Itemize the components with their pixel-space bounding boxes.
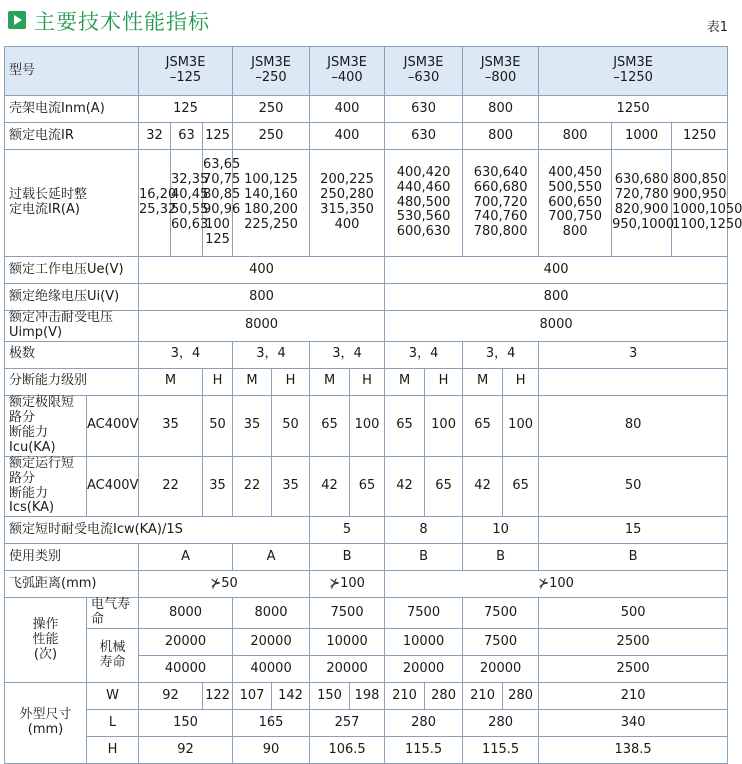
row-label: 额定绝缘电压Ui(V) [5, 284, 139, 311]
cell: 100 [425, 395, 463, 456]
cell: B [463, 544, 539, 571]
model-630: JSM3E –630 [385, 47, 463, 96]
cell: 65 [350, 456, 385, 517]
row-label: 电气寿命 [87, 598, 139, 629]
table-row [5, 284, 728, 311]
cell: A [139, 544, 233, 571]
cell: 115.5 [385, 737, 463, 764]
cell: 7500 [310, 598, 385, 629]
cell: M [139, 368, 203, 395]
cell: 22 [233, 456, 272, 517]
cell: 50 [539, 456, 728, 517]
table-row [5, 737, 728, 764]
cell: 3，4 [463, 341, 539, 368]
cell: 400,420 440,460 480,500 530,560 600,630 [385, 150, 463, 257]
row-label: 额定冲击耐受电压Uimp(V) [5, 311, 139, 342]
row-label: 额定电流IR [5, 123, 139, 150]
row-label: 壳架电流Inm(A) [5, 96, 139, 123]
cell: 100,125 140,160 180,200 225,250 [233, 150, 310, 257]
play-icon [8, 11, 26, 29]
cell: 65 [385, 395, 425, 456]
cell: 20000 [463, 656, 539, 683]
row-label: 操作 性能 (次) [5, 598, 87, 683]
cell: ⊁50 [139, 571, 310, 598]
cell: 42 [385, 456, 425, 517]
cell: 20000 [385, 656, 463, 683]
cell: B [539, 544, 728, 571]
cell: 40000 [233, 656, 310, 683]
cell: 400 [310, 96, 385, 123]
table-row [5, 96, 728, 123]
table-row [5, 456, 728, 517]
cell: 92 [139, 737, 233, 764]
cell: 800 [539, 123, 612, 150]
cell: 35 [203, 456, 233, 517]
cell: 1250 [672, 123, 728, 150]
cell: 32,35 40,45 50,55 60,63 [171, 150, 203, 257]
cell: 800 [463, 96, 539, 123]
table-row [5, 123, 728, 150]
cell: 42 [463, 456, 503, 517]
table-row [5, 47, 728, 96]
table-row [5, 341, 728, 368]
table-row [5, 629, 728, 656]
cell: 107 [233, 683, 272, 710]
table-row [5, 683, 728, 710]
model-1250: JSM3E –1250 [539, 47, 728, 96]
table-row [5, 710, 728, 737]
cell: H [350, 368, 385, 395]
table-row [5, 544, 728, 571]
cell: 32 [139, 123, 171, 150]
cell: 42 [310, 456, 350, 517]
cell: 63 [171, 123, 203, 150]
cell: 8000 [233, 598, 310, 629]
cell: 8000 [385, 311, 728, 342]
cell: 630,680 720,780 820,900 950,1000 [612, 150, 672, 257]
row-label: 极数 [5, 341, 139, 368]
model-125: JSM3E –125 [139, 47, 233, 96]
cell: 800 [463, 123, 539, 150]
cell [539, 368, 728, 395]
cell: 280 [385, 710, 463, 737]
model-800: JSM3E –800 [463, 47, 539, 96]
table-row [5, 257, 728, 284]
cell: 10000 [385, 629, 463, 656]
cell: M [310, 368, 350, 395]
cell: 35 [272, 456, 310, 517]
cell: 115.5 [463, 737, 539, 764]
cell: 630,640 660,680 700,720 740,760 780,800 [463, 150, 539, 257]
cell: 630 [385, 96, 463, 123]
cell: 90 [233, 737, 310, 764]
cell: 63,65 70,75 80,85 90,96 100 125 [203, 150, 233, 257]
cell: M [385, 368, 425, 395]
cell: H [425, 368, 463, 395]
cell: 150 [310, 683, 350, 710]
cell: A [233, 544, 310, 571]
model-400: JSM3E –400 [310, 47, 385, 96]
cell: 7500 [385, 598, 463, 629]
cell: 8000 [139, 598, 233, 629]
page-title: 主要技术性能指标 [34, 10, 210, 34]
dim-label: W [87, 683, 139, 710]
cell: 138.5 [539, 737, 728, 764]
cell: 250 [233, 123, 310, 150]
cell: 500 [539, 598, 728, 629]
table-number: 表1 [706, 20, 728, 35]
cell: 3，4 [310, 341, 385, 368]
cell: 198 [350, 683, 385, 710]
table-row [5, 517, 728, 544]
cell: M [463, 368, 503, 395]
table-row [5, 311, 728, 342]
cell: 210 [539, 683, 728, 710]
table-row [5, 598, 728, 629]
dim-label: H [87, 737, 139, 764]
cell: 3，4 [233, 341, 310, 368]
cell: 80 [539, 395, 728, 456]
row-label: 使用类别 [5, 544, 139, 571]
cell: 210 [463, 683, 503, 710]
voltage-label: AC400V [87, 456, 139, 517]
model-250: JSM3E –250 [233, 47, 310, 96]
dim-label: L [87, 710, 139, 737]
cell: 1000 [612, 123, 672, 150]
cell: 100 [350, 395, 385, 456]
cell: 800 [385, 284, 728, 311]
cell: 400 [139, 257, 385, 284]
cell: 210 [385, 683, 425, 710]
cell: 800 [139, 284, 385, 311]
cell: 50 [203, 395, 233, 456]
cell: ⊁100 [385, 571, 728, 598]
cell: 10000 [310, 629, 385, 656]
row-label: 额定短时耐受电流Icw(KA)/1S [5, 517, 310, 544]
cell: 7500 [463, 598, 539, 629]
cell: 630 [385, 123, 463, 150]
cell: 200,225 250,280 315,350 400 [310, 150, 385, 257]
cell: 2500 [539, 656, 728, 683]
cell: 1250 [539, 96, 728, 123]
cell: 65 [503, 456, 539, 517]
cell: 5 [310, 517, 385, 544]
cell: 122 [203, 683, 233, 710]
cell: 15 [539, 517, 728, 544]
cell: 165 [233, 710, 310, 737]
row-label: 额定运行短路分 断能力Ics(KA) [5, 456, 87, 517]
cell: 142 [272, 683, 310, 710]
cell: H [272, 368, 310, 395]
cell: 3，4 [139, 341, 233, 368]
cell: 20000 [139, 629, 233, 656]
spec-table [4, 46, 742, 764]
row-label: 过载长延时整 定电流IR(A) [5, 150, 139, 257]
model-label: 型号 [5, 47, 139, 96]
cell: 3 [539, 341, 728, 368]
row-label: 额定极限短路分 断能力Icu(KA) [5, 395, 87, 456]
cell: 22 [139, 456, 203, 517]
row-label: 分断能力级别 [5, 368, 139, 395]
cell: 400 [310, 123, 385, 150]
cell: 280 [463, 710, 539, 737]
cell: H [503, 368, 539, 395]
cell: 65 [425, 456, 463, 517]
cell: 125 [139, 96, 233, 123]
cell: 280 [503, 683, 539, 710]
cell: B [385, 544, 463, 571]
cell: 3，4 [385, 341, 463, 368]
cell: ⊁100 [310, 571, 385, 598]
cell: 106.5 [310, 737, 385, 764]
cell: 92 [139, 683, 203, 710]
table-row [5, 571, 728, 598]
cell: 257 [310, 710, 385, 737]
cell: 340 [539, 710, 728, 737]
voltage-label: AC400V [87, 395, 139, 456]
row-label: 机械 寿命 [87, 629, 139, 683]
cell: 8 [385, 517, 463, 544]
row-label: 外型尺寸 (mm) [5, 683, 87, 764]
cell: 35 [233, 395, 272, 456]
cell: 800,850 900,950 1000,1050 1100,1250 [672, 150, 728, 257]
cell: 10 [463, 517, 539, 544]
cell: 125 [203, 123, 233, 150]
cell: 280 [425, 683, 463, 710]
cell: H [203, 368, 233, 395]
cell: 100 [503, 395, 539, 456]
table-row [5, 150, 728, 257]
cell: 7500 [463, 629, 539, 656]
cell: 250 [233, 96, 310, 123]
cell: 65 [310, 395, 350, 456]
cell: B [310, 544, 385, 571]
row-label: 飞弧距离(mm) [5, 571, 139, 598]
row-label: 额定工作电压Ue(V) [5, 257, 139, 284]
cell: 2500 [539, 629, 728, 656]
cell: 8000 [139, 311, 385, 342]
cell: 20000 [233, 629, 310, 656]
cell: 400 [385, 257, 728, 284]
cell: 50 [272, 395, 310, 456]
cell: 16,20 25,32 [139, 150, 171, 257]
table-row [5, 368, 728, 395]
cell: M [233, 368, 272, 395]
cell: 400,450 500,550 600,650 700,750 800 [539, 150, 612, 257]
cell: 35 [139, 395, 203, 456]
cell: 65 [463, 395, 503, 456]
cell: 20000 [310, 656, 385, 683]
table-row [5, 395, 728, 456]
section-header [0, 0, 738, 42]
cell: 150 [139, 710, 233, 737]
cell: 40000 [139, 656, 233, 683]
